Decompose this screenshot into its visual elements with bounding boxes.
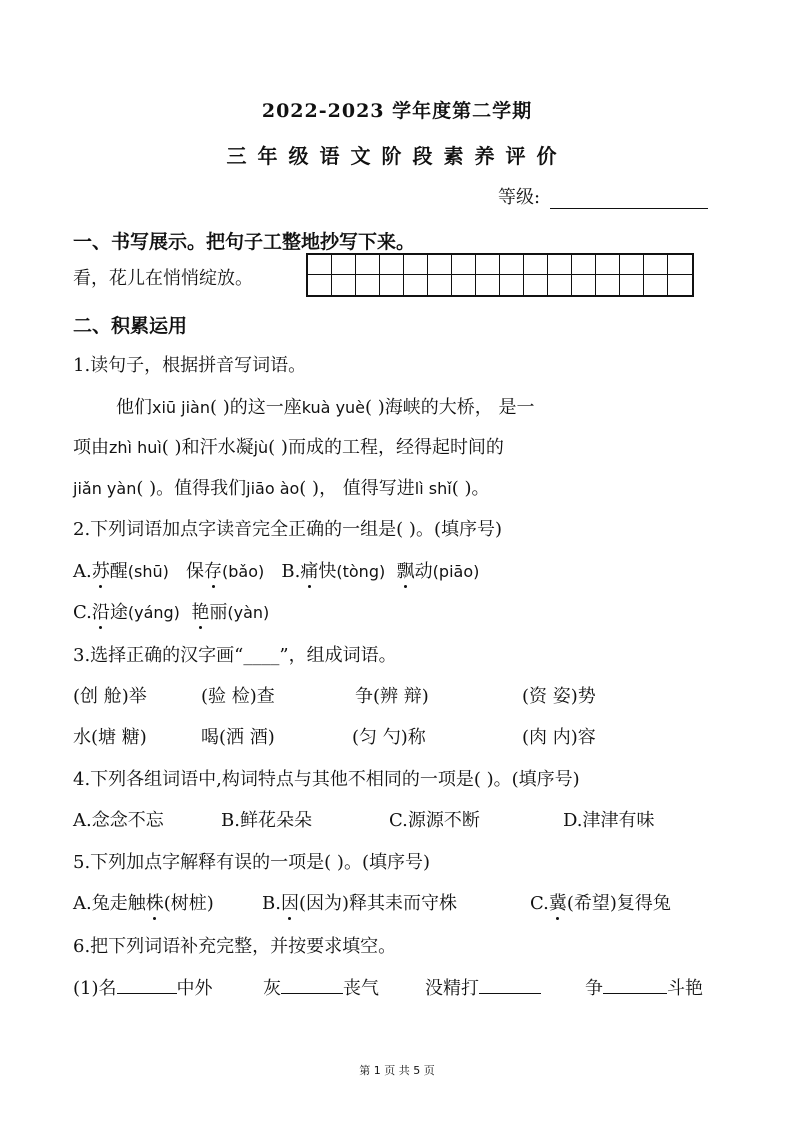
q5-option-a[interactable]	[73, 889, 214, 915]
grid-cell[interactable]	[500, 275, 524, 295]
grid-cell[interactable]	[572, 255, 596, 275]
document-subtitle: 三年级语文阶段素养评价	[226, 144, 568, 168]
q1-text: 项由	[73, 437, 109, 458]
q6-item	[425, 974, 541, 1000]
grid-cell[interactable]	[452, 275, 476, 295]
q4-option[interactable]: C.源源不断	[389, 810, 480, 831]
answer-blank[interactable]: ( )。	[451, 478, 490, 499]
grid-cell[interactable]	[476, 275, 500, 295]
pinyin: (yàn)	[227, 603, 270, 622]
fill-blank[interactable]	[117, 977, 177, 994]
dotted-char: 艳	[191, 598, 209, 624]
grid-cell[interactable]	[476, 255, 500, 275]
grid-cell[interactable]	[524, 255, 548, 275]
answer-blank[interactable]: ( )而成的工程，经得起时间的	[268, 437, 504, 458]
grid-cell[interactable]	[596, 255, 620, 275]
dotted-char: 痛	[300, 557, 318, 583]
q4-option[interactable]: D.津津有味	[563, 810, 655, 831]
q1-line2	[73, 433, 504, 459]
q6-item	[73, 974, 213, 1000]
grid-cell[interactable]	[596, 275, 620, 295]
grid-cell[interactable]	[428, 275, 452, 295]
grid-cell[interactable]	[404, 275, 428, 295]
word-char: 丽	[209, 602, 228, 623]
answer-blank[interactable]: ( )的这一座	[209, 397, 302, 418]
pinyin: kuà yuè	[301, 398, 366, 417]
pinyin: (shū)	[127, 562, 169, 581]
grid-cell[interactable]	[308, 255, 332, 275]
pinyin: (yáng)	[127, 603, 180, 622]
option-text: C.	[530, 893, 549, 914]
answer-blank[interactable]: ( )。值得我们	[136, 478, 247, 499]
q4-option[interactable]: B.鲜花朵朵	[221, 810, 312, 831]
q3-item[interactable]: (肉 内)容	[522, 727, 596, 748]
q3-item[interactable]: 水(塘 糖)	[73, 727, 147, 748]
writing-grid[interactable]	[306, 253, 694, 297]
word-char: 保	[186, 561, 205, 582]
pinyin: jiāo ào	[246, 479, 300, 498]
fill-blank[interactable]	[479, 977, 541, 994]
pinyin: lì shǐ	[414, 479, 452, 498]
q6-text: 灰	[263, 978, 281, 999]
q6-item	[263, 974, 379, 1000]
pinyin: (piāo)	[432, 562, 480, 581]
q1-text: 他们	[116, 397, 152, 418]
q6-text: 争	[585, 978, 603, 999]
grid-cell[interactable]	[428, 255, 452, 275]
grade-label: 等级:	[498, 187, 541, 208]
q6-text: 中外	[176, 978, 213, 999]
q3-item[interactable]: 争(辨 辩)	[355, 686, 429, 707]
grid-cell[interactable]	[620, 275, 644, 295]
answer-blank[interactable]: ( )海峡的大桥， 是一	[365, 397, 535, 418]
word-char: 途	[109, 602, 128, 623]
document-title: 2022-2023 学年度第二学期	[261, 100, 533, 122]
grid-cell[interactable]	[548, 255, 572, 275]
pinyin: zhì huì	[109, 438, 162, 457]
q6-text: 斗艳	[667, 978, 703, 999]
option-text: B.	[262, 893, 281, 914]
dotted-char: 冀	[549, 889, 567, 915]
word-char: 快	[318, 561, 337, 582]
option-text: A.兔走触	[73, 893, 146, 914]
word-char: 动	[414, 561, 433, 582]
q3-item[interactable]: (验 检)查	[201, 686, 275, 707]
grid-cell[interactable]	[644, 255, 668, 275]
answer-blank[interactable]: ( )和汗水凝	[161, 437, 254, 458]
grid-cell[interactable]	[332, 275, 356, 295]
dotted-char: 苏	[92, 557, 110, 583]
grid-cell[interactable]	[308, 275, 332, 295]
q4-option[interactable]: A.念念不忘	[73, 810, 164, 831]
grid-cell[interactable]	[668, 275, 692, 295]
grid-cell[interactable]	[452, 255, 476, 275]
section1-heading: 一、书写展示。把句子工整地抄写下来。	[73, 231, 416, 253]
answer-blank[interactable]: ( )， 值得写进	[299, 478, 415, 499]
grade-field	[498, 183, 708, 209]
dotted-char: 飘	[397, 557, 415, 583]
dotted-char: 因	[281, 889, 299, 915]
pinyin: xiū jiàn	[152, 398, 210, 417]
q3-item[interactable]: 喝(洒 酒)	[201, 727, 275, 748]
pinyin: (bǎo)	[222, 562, 265, 581]
q1-line3	[73, 474, 489, 500]
fill-blank[interactable]	[603, 977, 667, 994]
q3-item[interactable]: (匀 勺)称	[352, 727, 426, 748]
option-text: (因为)释其耒而守株	[298, 893, 457, 914]
grid-cell[interactable]	[524, 275, 548, 295]
q2-options-row1	[73, 557, 479, 583]
grid-cell[interactable]	[332, 255, 356, 275]
q3-prompt: 3.选择正确的汉字画“____”，组成词语。	[73, 645, 397, 666]
q6-text: 丧气	[343, 978, 379, 999]
grid-cell[interactable]	[356, 255, 380, 275]
option-b-label: B.	[281, 561, 301, 582]
q5-option-b[interactable]	[262, 889, 457, 915]
grid-cell[interactable]	[572, 275, 596, 295]
grid-cell[interactable]	[380, 255, 404, 275]
copy-sentence: 看，花儿在悄悄绽放。	[73, 268, 253, 289]
grid-cell[interactable]	[500, 255, 524, 275]
grid-cell[interactable]	[404, 255, 428, 275]
q1-prompt: 1.读句子，根据拼音写词语。	[73, 355, 307, 376]
dotted-char: 沿	[92, 598, 110, 624]
q6-item	[585, 974, 703, 1000]
pinyin: jù	[253, 438, 269, 457]
q6-text: (1)名	[73, 978, 117, 999]
dotted-char: 株	[146, 889, 164, 915]
pinyin: jiǎn yàn	[73, 479, 137, 498]
grid-cell[interactable]	[620, 255, 644, 275]
grid-cell[interactable]	[644, 275, 668, 295]
grid-cell[interactable]	[548, 275, 572, 295]
section2-heading: 二、积累运用	[73, 315, 188, 337]
page-footer: 第 1 页 共 5 页	[359, 1064, 435, 1077]
q1-line1	[116, 393, 535, 419]
pinyin: (tòng)	[336, 562, 386, 581]
q2-options-row2	[73, 598, 269, 624]
word-char: 醒	[109, 561, 128, 582]
option-text: (树桩)	[163, 893, 214, 914]
fill-blank[interactable]	[281, 977, 343, 994]
q5-option-c[interactable]	[530, 889, 671, 915]
grade-blank[interactable]	[550, 190, 708, 209]
q5-prompt: 5.下列加点字解释有误的一项是( )。(填序号)	[73, 852, 430, 873]
dotted-char: 存	[204, 557, 222, 583]
grid-cell[interactable]	[380, 275, 404, 295]
option-c-label: C.	[73, 602, 92, 623]
q3-item[interactable]: (资 姿)势	[522, 686, 596, 707]
q2-prompt: 2.下列词语加点字读音完全正确的一组是( )。(填序号)	[73, 519, 502, 540]
option-a-label: A.	[73, 561, 92, 582]
option-text: (希望)复得兔	[566, 893, 671, 914]
q6-text: 没精打	[425, 978, 479, 999]
q3-item[interactable]: (创 舱)举	[73, 686, 147, 707]
q6-prompt: 6.把下列词语补充完整，并按要求填空。	[73, 936, 397, 957]
grid-cell[interactable]	[356, 275, 380, 295]
grid-cell[interactable]	[668, 255, 692, 275]
q4-prompt: 4.下列各组词语中,构词特点与其他不相同的一项是( )。(填序号)	[73, 769, 580, 790]
